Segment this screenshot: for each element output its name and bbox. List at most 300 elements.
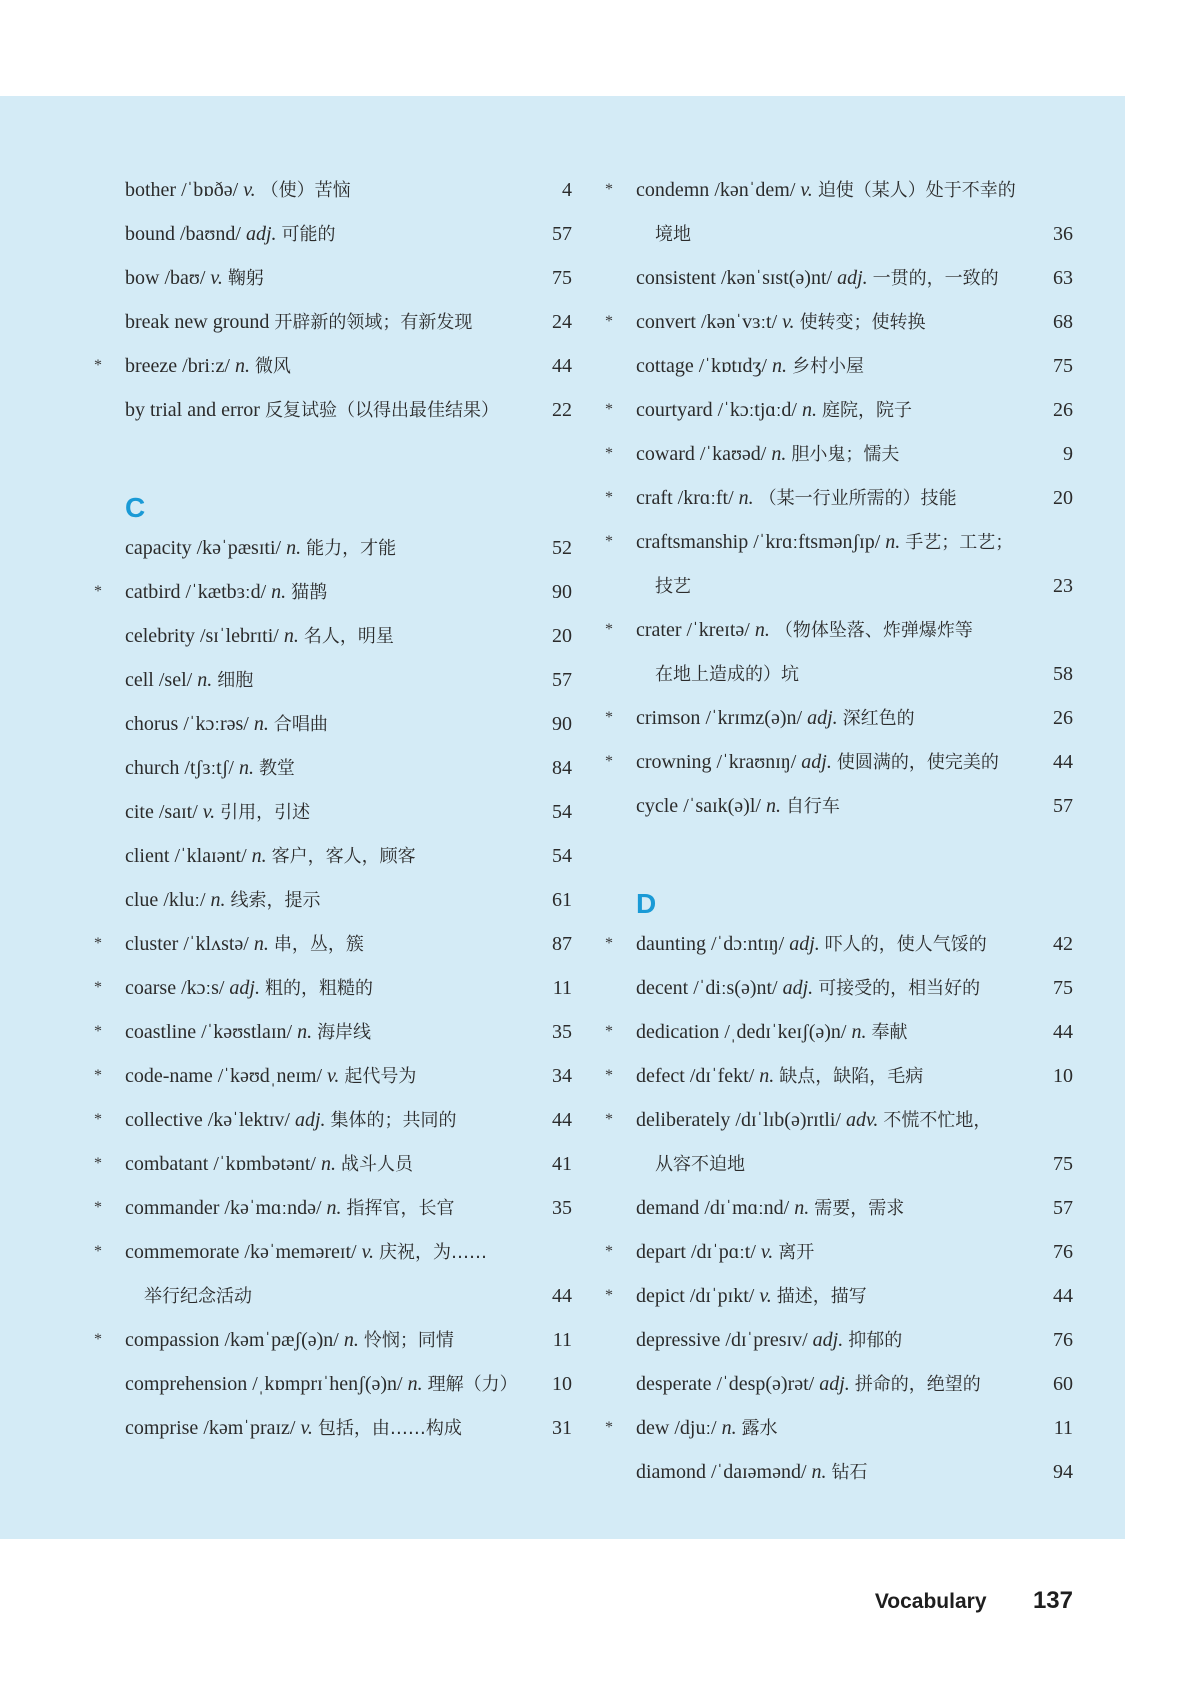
star-marker: * (605, 1287, 613, 1304)
entry-page-number: 31 (552, 1417, 572, 1439)
entry-page-number: 54 (552, 845, 572, 867)
entry-meaning: 需要，需求 (814, 1198, 905, 1219)
entry-page-number: 75 (1053, 355, 1073, 377)
vocab-entry (605, 432, 1073, 476)
entry-page-number: 87 (552, 933, 572, 955)
entry-phonetic: /sel/ (158, 669, 193, 691)
entry-text (125, 212, 336, 257)
entry-pos: n. (885, 531, 901, 553)
entry-word: crater (636, 619, 682, 641)
entry-text (636, 476, 957, 521)
entry-page-number: 35 (552, 1197, 572, 1219)
entry-word: defect (636, 1065, 685, 1087)
entry-text (636, 1274, 867, 1319)
entry-pos: adj. (789, 933, 820, 955)
entry-phonetic: /ˈklʌstə/ (183, 933, 249, 955)
entry-text (125, 1318, 454, 1363)
section-gap (110, 432, 572, 476)
entry-pos: adj. (229, 977, 260, 999)
entry-phonetic: /baʊnd/ (180, 223, 241, 245)
vocab-entry (94, 1098, 572, 1142)
entry-pos: v. (760, 1241, 774, 1263)
entry-meaning: 举行纪念活动 (144, 1286, 252, 1307)
entry-word: commander (125, 1197, 220, 1219)
entry-phonetic: /saɪt/ (158, 801, 198, 823)
entry-page-number: 23 (1053, 575, 1073, 597)
entry-word: catbird (125, 581, 181, 603)
star-marker: * (94, 1067, 102, 1084)
entry-meaning: 串，丛，簇 (273, 934, 364, 955)
entry-meaning: 客户，客人，顾客 (271, 846, 416, 867)
entry-pos: adj. (782, 977, 814, 999)
vocab-entry (110, 168, 572, 212)
entry-page-number: 44 (552, 1285, 572, 1307)
vocab-entry (621, 966, 1073, 1010)
entry-phonetic: /krɑːft/ (677, 487, 734, 509)
entry-meaning: 引用，引述 (220, 802, 311, 823)
entry-meaning: 线索，提示 (230, 890, 321, 911)
entry-phonetic: /djuː/ (674, 1417, 717, 1439)
entry-meaning: 教堂 (258, 758, 295, 779)
star-marker: * (605, 935, 613, 952)
entry-page-number: 57 (1053, 1197, 1073, 1219)
entry-pos: n. (794, 1197, 810, 1219)
entry-page-number: 84 (552, 757, 572, 779)
entry-page-number: 75 (1053, 1153, 1073, 1175)
vocab-entry (605, 168, 1073, 212)
vocab-entry (110, 746, 572, 790)
star-marker: * (605, 1023, 613, 1040)
entry-phonetic: /ˈkrɪmz(ə)n/ (705, 707, 803, 729)
vocab-entry (110, 1406, 572, 1450)
vocab-entry (94, 1230, 572, 1274)
entry-word: compassion (125, 1329, 220, 1351)
entry-pos: v. (759, 1285, 772, 1307)
entry-word: coastline (125, 1021, 197, 1043)
vocab-entry (605, 1054, 1073, 1098)
entry-page-number: 34 (552, 1065, 572, 1087)
entry-meaning: 开辟新的领域；有新发现 (274, 312, 473, 333)
entry-pos: v. (300, 1417, 313, 1439)
vocab-entry (605, 388, 1073, 432)
vocab-entry (110, 834, 572, 878)
entry-pos: adj. (819, 1373, 850, 1395)
right-column (605, 168, 1073, 1494)
entry-meaning: 手艺；工艺； (905, 532, 1014, 553)
entry-phonetic: /kəˈmɑːndə/ (224, 1197, 322, 1219)
entry-text (125, 1362, 518, 1407)
star-marker: * (94, 979, 102, 996)
entry-word: dedication (636, 1021, 720, 1043)
entry-phonetic: /ˈkɒtɪdʒ/ (698, 355, 767, 377)
entry-text (125, 1010, 371, 1055)
entry-pos: n. (283, 625, 299, 647)
entry-page-number: 90 (552, 581, 572, 603)
page-number: 137 (1032, 1587, 1073, 1614)
entry-meaning: 猫鹊 (291, 582, 328, 603)
entry-meaning: 抑郁的 (848, 1330, 903, 1351)
entry-text (125, 1406, 462, 1451)
entry-word: deliberately (636, 1109, 731, 1131)
entry-phonetic: /ˈkreɪtə/ (686, 619, 750, 641)
entry-meaning: 露水 (741, 1418, 778, 1439)
entry-pos: v. (210, 267, 223, 289)
entry-word: depressive (636, 1329, 721, 1351)
entry-meaning: （某一行业所需的）技能 (758, 488, 957, 509)
entry-phonetic: /ˈkɔːrəs/ (183, 713, 249, 735)
vocab-entry (94, 1010, 572, 1054)
entry-page-number: 54 (552, 801, 572, 823)
entry-continuation (621, 1142, 1073, 1186)
star-marker: * (94, 1111, 102, 1128)
vocab-entry (110, 300, 572, 344)
entry-text (125, 1142, 413, 1187)
entry-text (125, 1098, 457, 1143)
entry-pos: n. (765, 795, 781, 817)
entry-pos: adj. (837, 267, 868, 289)
vocab-entry (605, 696, 1073, 740)
entry-meaning: 合唱曲 (273, 714, 328, 735)
entry-phonetic: /dɪˈmɑːnd/ (704, 1197, 790, 1219)
entry-phonetic: /dɪˈfekt/ (689, 1065, 755, 1087)
star-marker: * (605, 445, 613, 462)
entry-page-number: 57 (1053, 795, 1073, 817)
entry-meaning: 庆祝，为…… (378, 1242, 487, 1263)
vocab-entry (621, 784, 1073, 828)
entry-phonetic: /ˈkaʊəd/ (699, 443, 767, 465)
entry-phonetic: /ˈdiːs(ə)nt/ (693, 977, 778, 999)
entry-word: cell (125, 669, 154, 691)
entry-word: cite (125, 801, 154, 823)
entry-pos: n. (754, 619, 770, 641)
footer-section-label: Vocabulary (874, 1590, 987, 1613)
star-marker: * (94, 1243, 102, 1260)
entry-word: daunting (636, 933, 706, 955)
entry-page-number: 94 (1053, 1461, 1073, 1483)
vocab-entry (605, 476, 1073, 520)
entry-meaning: 离开 (778, 1242, 815, 1263)
entry-pos: v. (361, 1241, 374, 1263)
star-marker: * (605, 489, 613, 506)
entry-text (636, 922, 987, 967)
entry-word: coward (636, 443, 695, 465)
entry-pos: v. (800, 179, 813, 201)
entry-meaning: 拼命的，绝望的 (854, 1374, 981, 1395)
entry-text (636, 1230, 814, 1275)
vocab-entry (621, 344, 1073, 388)
entry-pos: n. (326, 1197, 342, 1219)
vocab-entry (621, 1450, 1073, 1494)
entry-word: courtyard (636, 399, 713, 421)
vocab-entry (110, 702, 572, 746)
star-marker: * (94, 583, 102, 600)
vocab-entry (94, 344, 572, 388)
entry-pos: n. (759, 1065, 775, 1087)
entry-meaning: 在地上造成的）坑 (655, 664, 799, 685)
entry-word: cluster (125, 933, 179, 955)
entry-text (636, 344, 864, 389)
entry-text (655, 652, 799, 697)
entry-pos: n. (197, 669, 213, 691)
entry-meaning: 迫使（某人）处于不幸的 (817, 180, 1016, 201)
entry-word: collective (125, 1109, 203, 1131)
entry-text (125, 1230, 487, 1275)
entry-pos: adj. (807, 707, 838, 729)
entry-page-number: 75 (552, 267, 572, 289)
entry-phonetic: /kəmˈpæʃ(ə)n/ (224, 1329, 339, 1351)
entry-word: coarse (125, 977, 177, 999)
entry-phonetic: /dɪˈpɑːt/ (690, 1241, 756, 1263)
entry-phonetic: /ˌkɒmprɪˈhenʃ(ə)n/ (252, 1373, 403, 1395)
entry-phonetic: /kəˈmeməreɪt/ (244, 1241, 357, 1263)
entry-phonetic: /kəˈlektɪv/ (207, 1109, 290, 1131)
entry-pos: n. (238, 757, 254, 779)
entry-phonetic: /briːz/ (182, 355, 230, 377)
entry-meaning: 名人，明星 (303, 626, 394, 647)
star-marker: * (605, 1111, 613, 1128)
star-marker: * (94, 1155, 102, 1172)
star-marker: * (605, 313, 613, 330)
entry-meaning: 境地 (655, 224, 691, 245)
entry-meaning: 使圆满的，使完美的 (836, 752, 999, 773)
entry-meaning: 自行车 (785, 796, 840, 817)
page-footer (875, 1583, 1073, 1619)
vocabulary-panel (0, 96, 1125, 1539)
entry-text (144, 1274, 252, 1319)
entry-text (636, 696, 915, 741)
entry-text (125, 834, 416, 879)
vocab-entry (621, 1186, 1073, 1230)
entry-page-number: 11 (552, 977, 572, 999)
entry-text (125, 1054, 416, 1099)
entry-meaning: 钻石 (831, 1462, 868, 1483)
entry-page-number: 36 (1053, 223, 1073, 245)
entry-text (636, 300, 926, 345)
star-marker: * (605, 1067, 613, 1084)
entry-phonetic: /kənˈsɪst(ə)nt/ (721, 267, 833, 289)
entry-pos: n. (253, 933, 269, 955)
entry-meaning: （使）苦恼 (260, 180, 351, 201)
vocab-entry (605, 1274, 1073, 1318)
entry-page-number: 10 (552, 1373, 572, 1395)
entry-text (636, 1010, 907, 1055)
entry-meaning: 集体的；共同的 (330, 1110, 457, 1131)
entry-word: crimson (636, 707, 701, 729)
entry-word: craftsmanship (636, 531, 749, 553)
entry-pos: n. (320, 1153, 336, 1175)
entry-pos: v. (327, 1065, 340, 1087)
entry-pos: n. (234, 355, 250, 377)
entry-word: by trial and error (125, 399, 260, 421)
entry-meaning: 乡村小屋 (791, 356, 864, 377)
section-gap (621, 828, 1073, 872)
entry-page-number: 4 (562, 179, 572, 201)
entry-meaning: 指挥官，长官 (346, 1198, 455, 1219)
entry-word: celebrity (125, 625, 195, 647)
entry-word: commemorate (125, 1241, 240, 1263)
entry-page-number: 35 (552, 1021, 572, 1043)
entry-phonetic: /ˈkɔːtjɑːd/ (717, 399, 797, 421)
entry-text (125, 966, 373, 1011)
vocab-entry (110, 658, 572, 702)
entry-word: client (125, 845, 170, 867)
entry-word: cycle (636, 795, 679, 817)
entry-page-number: 44 (1053, 751, 1073, 773)
vocab-entry (94, 922, 572, 966)
entry-text (636, 388, 912, 433)
entry-meaning: 海岸线 (317, 1022, 372, 1043)
entry-pos: n. (738, 487, 754, 509)
entry-meaning: 胆小鬼；懦夫 (791, 444, 900, 465)
entry-phonetic: /ˈkəʊdˌneɪm/ (217, 1065, 323, 1087)
entry-pos: adv. (845, 1109, 879, 1131)
entry-pos: n. (297, 1021, 313, 1043)
entry-word: chorus (125, 713, 179, 735)
vocab-entry (621, 1362, 1073, 1406)
entry-text (636, 1186, 904, 1231)
entry-page-number: 58 (1053, 663, 1073, 685)
entry-word: crowning (636, 751, 712, 773)
vocab-entry (605, 1098, 1073, 1142)
entry-pos: v. (782, 311, 795, 333)
entry-word: demand (636, 1197, 700, 1219)
entry-text (125, 570, 327, 615)
entry-text (636, 608, 973, 653)
entry-phonetic: /tʃɜːtʃ/ (184, 757, 234, 779)
entry-page-number: 20 (552, 625, 572, 647)
entry-word: code-name (125, 1065, 213, 1087)
entry-text (125, 1186, 455, 1231)
entry-page-number: 22 (552, 399, 572, 421)
entry-meaning: 起代号为 (344, 1066, 417, 1087)
entry-word: depict (636, 1285, 685, 1307)
entry-pos: n. (343, 1329, 359, 1351)
vocab-entry (605, 922, 1073, 966)
entry-meaning: 缺点，缺陷，毛病 (779, 1066, 924, 1087)
entry-phonetic: /ˈdesp(ə)rət/ (716, 1373, 815, 1395)
entry-phonetic: /kənˈvɜːt/ (700, 311, 778, 333)
vocab-entry (605, 1010, 1073, 1054)
entry-word: cottage (636, 355, 694, 377)
section-header (110, 476, 572, 526)
entry-phonetic: /ˈsaɪk(ə)l/ (683, 795, 761, 817)
entry-page-number: 10 (1053, 1065, 1073, 1087)
entry-word: capacity (125, 537, 192, 559)
entry-word: bow (125, 267, 160, 289)
entry-pos: n. (771, 443, 787, 465)
entry-phonetic: /ˌdedɪˈkeɪʃ(ə)n/ (724, 1021, 847, 1043)
entry-page-number: 90 (552, 713, 572, 735)
entry-word: desperate (636, 1373, 712, 1395)
vocab-entry (94, 1318, 572, 1362)
entry-text (125, 922, 364, 967)
entry-meaning: 包括，由……构成 (317, 1418, 462, 1439)
entry-page-number: 11 (552, 1329, 572, 1351)
vocab-entry (94, 1054, 572, 1098)
star-marker: * (94, 1199, 102, 1216)
entry-page-number: 44 (1053, 1021, 1073, 1043)
entry-page-number: 44 (552, 1109, 572, 1131)
vocab-entry (110, 212, 572, 256)
entry-word: consistent (636, 267, 716, 289)
entry-pos: adj. (812, 1329, 844, 1351)
entry-text (636, 966, 980, 1011)
entry-pos: n. (210, 889, 226, 911)
entry-phonetic: /dɪˈpresɪv/ (725, 1329, 808, 1351)
vocab-entry (94, 1186, 572, 1230)
entry-text (125, 790, 310, 835)
entry-word: comprise (125, 1417, 199, 1439)
section-letter: C (125, 492, 146, 523)
entry-page-number: 57 (552, 223, 572, 245)
section-letter: D (636, 888, 657, 919)
entry-phonetic: /ˈklaɪənt/ (174, 845, 247, 867)
vocab-entry (110, 1362, 572, 1406)
star-marker: * (605, 621, 613, 638)
entry-meaning: 能力，才能 (306, 538, 397, 559)
entry-pos: adj. (801, 751, 832, 773)
entry-text (636, 256, 999, 301)
entry-phonetic: /dɪˈpɪkt/ (689, 1285, 755, 1307)
vocab-entry (605, 300, 1073, 344)
star-marker: * (605, 181, 613, 198)
entry-phonetic: /kəmˈpraɪz/ (203, 1417, 296, 1439)
entry-text (125, 878, 321, 923)
entry-text (636, 1362, 981, 1407)
entry-meaning: 描述，描写 (776, 1286, 867, 1307)
entry-word: bother (125, 179, 177, 201)
entry-phonetic: /baʊ/ (164, 267, 206, 289)
entry-text (125, 344, 291, 389)
entry-page-number: 68 (1053, 311, 1073, 333)
entry-page-number: 24 (552, 311, 572, 333)
entry-pos: n. (251, 845, 267, 867)
entry-text (125, 658, 253, 703)
entry-page-number: 52 (552, 537, 572, 559)
entry-text (655, 564, 691, 609)
entry-page-number: 63 (1053, 267, 1073, 289)
left-column (94, 168, 572, 1450)
entry-text (125, 388, 499, 433)
star-marker: * (605, 709, 613, 726)
entry-text (636, 520, 1013, 565)
entry-continuation (621, 212, 1073, 256)
entry-pos: n. (271, 581, 287, 603)
star-marker: * (605, 533, 613, 550)
entry-phonetic: /dɪˈlɪb(ə)rɪtli/ (735, 1109, 841, 1131)
entry-phonetic: /sɪˈlebrɪti/ (199, 625, 279, 647)
star-marker: * (94, 1023, 102, 1040)
entry-pos: n. (851, 1021, 867, 1043)
entry-word: diamond (636, 1461, 706, 1483)
vocab-entry (605, 608, 1073, 652)
entry-word: depart (636, 1241, 686, 1263)
vocab-entry (605, 1230, 1073, 1274)
entry-text (125, 614, 394, 659)
entry-meaning: 粗的，粗糙的 (264, 978, 373, 999)
entry-word: condemn (636, 179, 710, 201)
entry-page-number: 61 (552, 889, 572, 911)
vocab-entry (605, 1406, 1073, 1450)
vocab-entry (94, 966, 572, 1010)
entry-continuation (621, 652, 1073, 696)
entry-meaning: 怜悯；同情 (363, 1330, 454, 1351)
star-marker: * (605, 1419, 613, 1436)
entry-word: bound (125, 223, 175, 245)
entry-word: comprehension (125, 1373, 248, 1395)
entry-meaning: 反复试验（以得出最佳结果） (264, 400, 499, 421)
entry-meaning: 可能的 (281, 224, 336, 245)
